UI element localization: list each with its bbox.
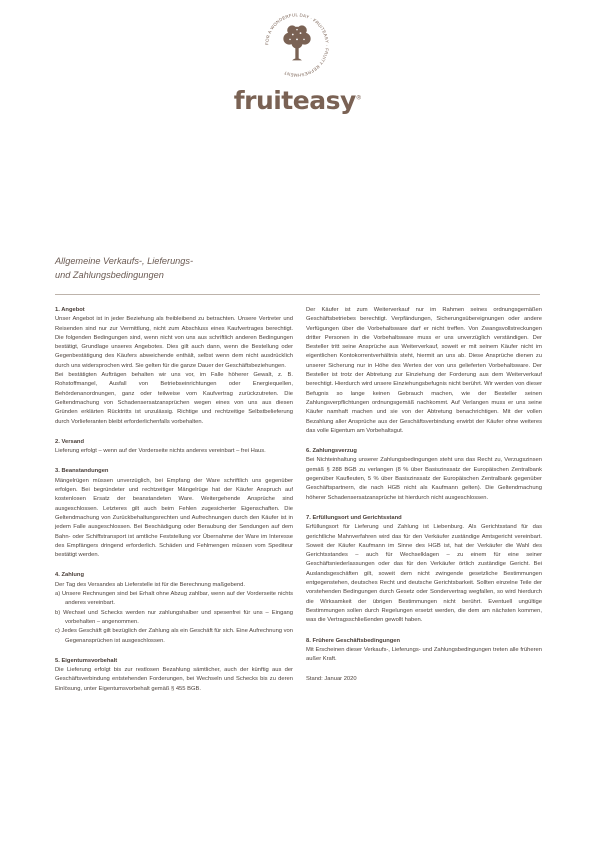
section-paragraph: Mit Erscheinen dieser Verkaufs-, Lieferungs- und Zahlungsbedingungen treten alle früheren außer Kraft. — [306, 646, 542, 663]
section-title: 8. Frühere Geschäftsbedingungen — [306, 637, 401, 644]
section-paragraph: Die Lieferung erfolgt bis zur restlosen Bezahlung sämtlicher, auch der künftig aus der Geschäftsverbindung entstehenden Forderungen, bei Wechseln und Schecks bis zu deren Einlösung, unter Eigentumsvorbehalt gemäß § 455 BGB. — [55, 667, 293, 692]
payment-terms-list — [55, 590, 293, 646]
section-eigentumsvorbehalt-continued — [306, 306, 542, 436]
section-title: 4. Zahlung — [55, 572, 84, 579]
section-versand — [55, 438, 293, 457]
document-date: Stand: Januar 2020 — [306, 676, 357, 683]
section-eigentumsvorbehalt — [55, 657, 293, 694]
section-title: 6. Zahlungsverzug — [306, 448, 357, 455]
section-zahlungsverzug — [306, 447, 542, 503]
section-title: 1. Angebot — [55, 307, 85, 313]
logo-text: fruiteasy — [233, 86, 356, 115]
section-title: 5. Eigentumsvorbehalt — [55, 657, 118, 664]
section-angebot — [55, 306, 293, 427]
section-title: 7. Erfüllungsort und Gerichtsstand — [306, 514, 402, 521]
tree-icon — [283, 25, 310, 60]
right-column — [306, 306, 542, 685]
list-item: b) Wechsel und Schecks werden nur zahlungshalber und spesenfrei für uns – Eingang vorbehalten – angenommen. — [55, 609, 293, 625]
document-title — [55, 254, 193, 282]
section-paragraph: Unser Angebot ist in jeder Beziehung als freibleibend zu betrachten. Unsere Vertreter und Reisenden sind nur zur Vermittlung, nicht zum Abschluss eines Kaufvertrages berechtigt. Die folgenden Bedingungen sind, wenn nicht von uns aus schriftlich anderen Bedingungen bestätigt, Grundlage unseres Angebotes. Dies gilt auch dann, wenn die Bestellung oder Gegenbestätigung des Käufers abweichende enthält, selbst wenn dem nicht ausdrücklich durch uns widersprochen wird. Sie gelten für die ganze Dauer der Geschäftsbeziehungen. — [55, 316, 293, 369]
section-paragraph: Mängelrügen müssen unverzüglich, bei Empfang der Ware schriftlich uns gegenüber erfolgen. Bei begründeter und rechtzeitiger Mängelrüge hat der Käufer Anspruch auf kostenlosen Ersatz der beanstandeten Ware. Weitergehende Ansprüche sind ausgeschlossen. Letzteres gilt auch beim Fehlen zugesicherter Eigenschaften. Die Geltendmachung von Zurückbehaltungsrechten und Aufrechnungen durch den Käufer ist in jedem Falle ausgeschlossen. Bei Beschädigung oder Beraubung der Sendungen auf dem Bahn- oder Schiffstransport ist amtliche Feststellung vor Übernahme der Ware im Interesse des Empfängers dringend erforderlich. Schäden und Fehlmengen müssen vom Spediteur bestätigt werden. — [55, 477, 293, 559]
left-column — [55, 306, 293, 705]
list-item: a) Unsere Rechnungen sind bei Erhalt ohne Abzug zahlbar, wenn auf der Vorderseite nichts anderes vereinbart. — [55, 591, 293, 607]
section-erfuellungsort — [306, 514, 542, 626]
seal-ring-text: FOR A WONDERFUL DAY · FRUITEASY · FRUITY REFRESHMENT — [264, 12, 330, 78]
list-item: c) Jedes Geschäft gilt bezüglich der Zahlung als ein Geschäft für sich. Eine Aufrechnung von Gegenansprüchen ist ausgeschlossen. — [55, 628, 293, 644]
section-zahlung — [55, 571, 293, 645]
registered-mark: ® — [355, 94, 362, 102]
section-paragraph: Der Käufer ist zum Weiterverkauf nur im Rahmen seines ordnungsgemäßen Geschäftsbetriebes berechtigt. Verpfändungen, Sicherungsübereignungen oder andere Verfügungen über die Vorbehaltsware darf er nicht treffen. Von Zwangsvollstreckungen dritter Personen in die Vorbehaltsware muss er uns unverzüglich verständigen. Der Besteller tritt seine Ansprüche aus Weiterverkauf, soweit er mit seinem Käufer nicht im eigentlichen Kontokorrentverhältnis steht, hiermit an uns ab. Diese Ansprüche dienen zu unserer Sicherung nur in Höhe des Wertes der von uns gelieferten Vorbehaltsware. Der Besteller ist trotz der Abtretung zur Einziehung der Forderung aus dem Weiterverkauf berechtigt. Hierdurch wird unsere Einziehungsbefugnis nicht berührt. Wir werden von dieser Befugnis so lange keinen Gebrauch machen, wie der Besteller seinen Zahlungsverpflichtungen ordnungsgemäß nachkommt. Auf Verlangen muss er uns seine Käufer namhaft machen und sie von der Abtretung benachrichtigen. Mit der vollen Bezahlung aller Ansprüche aus der Geschäftsverbindung erwirbt der Käufer ohne weiteres das volle Eigentum am Vorbehaltsgut. — [306, 307, 542, 434]
title-line-2: und Zahlungsbedingungen — [55, 270, 164, 280]
section-fruehere — [306, 637, 542, 665]
section-title: 3. Beanstandungen — [55, 468, 109, 475]
section-paragraph: Erfüllungsort für Lieferung und Zahlung ist Liebenburg. Als Gerichtsstand für das gerichtliche Mahnverfahren wird das für den Verkäufer zuständige Amtsgericht vereinbart. Soweit der Käufer Kaufmann im Sinne des HGB ist, hat der Verkäufer die Wahl des Gerichtsstandes – auch für Wechselklagen – zu einem für eine seiner Geschäftsniederlassungen oder das für den Verkäufer örtlich zuständige Gericht. Bei Auslandsgeschäften gilt, soweit dem nicht zwingende gesetzliche Bestimmungen entgegenstehen, deutsches Recht und deutsche Gerichtsbarkeit. Sollten einzelne Teile der vorstehenden Bedingungen durch Gesetz oder Sondervertrag wegfallen, so wird hierdurch die Wirksamkeit der übrigen Bestimmungen nicht berührt. Eventuell ungültige Bestimmungen sollen durch Regelungen ersetzt werden, die dem am nächsten kommen, was die Vertragsschließenden gewollt haben. — [306, 524, 542, 624]
section-paragraph: Bei Nichteinhaltung unserer Zahlungsbedingungen steht uns das Recht zu, Verzugszinsen gemäß § 288 BGB zu verlangen (8 % über Basiszinssatz der Europäischen Zentralbank gegenüber Kaufleuten, 5 % über Basiszinssatz der Europäischen Zentralbank gegenüber Geschäftspartnern, die nach HGB nicht als Kaufmann gelten). Die Geltendmachung höherer Schadensersatzansprüche ist hierdurch nicht ausgeschlossen. — [306, 457, 542, 501]
section-title: 2. Versand — [55, 438, 85, 445]
section-paragraph: Bei bestätigten Aufträgen behalten wir uns vor, im Falle höherer Gewalt, z. B. Rohstoffmangel, Ausfall von Betriebseinrichtungen oder Energiequellen, Behördenanordnungen, ganz oder teilweise vom Kaufvertrag zurückzutreten. Die Geltendmachung von Schadensersatzansprüchen wegen eines von uns aus diesen Gründen erklärten Rücktritts ist unzulässig. Richtige und rechtzeitige Selbstbelieferung durch Vorlieferanten bleibt erforderlichenfalls vorbehalten. — [55, 372, 293, 425]
fruiteasy-logo — [0, 86, 595, 115]
section-beanstandungen — [55, 467, 293, 560]
title-divider — [55, 294, 540, 295]
title-line-1: Allgemeine Verkaufs-, Lieferungs- — [55, 256, 194, 266]
fruiteasy-seal — [262, 10, 332, 80]
section-paragraph: Der Tag des Versandes ab Lieferstelle ist für die Berechnung maßgebend. — [55, 581, 246, 588]
section-paragraph: Lieferung erfolgt – wenn auf der Vorderseite nichts anderes vereinbart – frei Haus. — [55, 448, 266, 455]
